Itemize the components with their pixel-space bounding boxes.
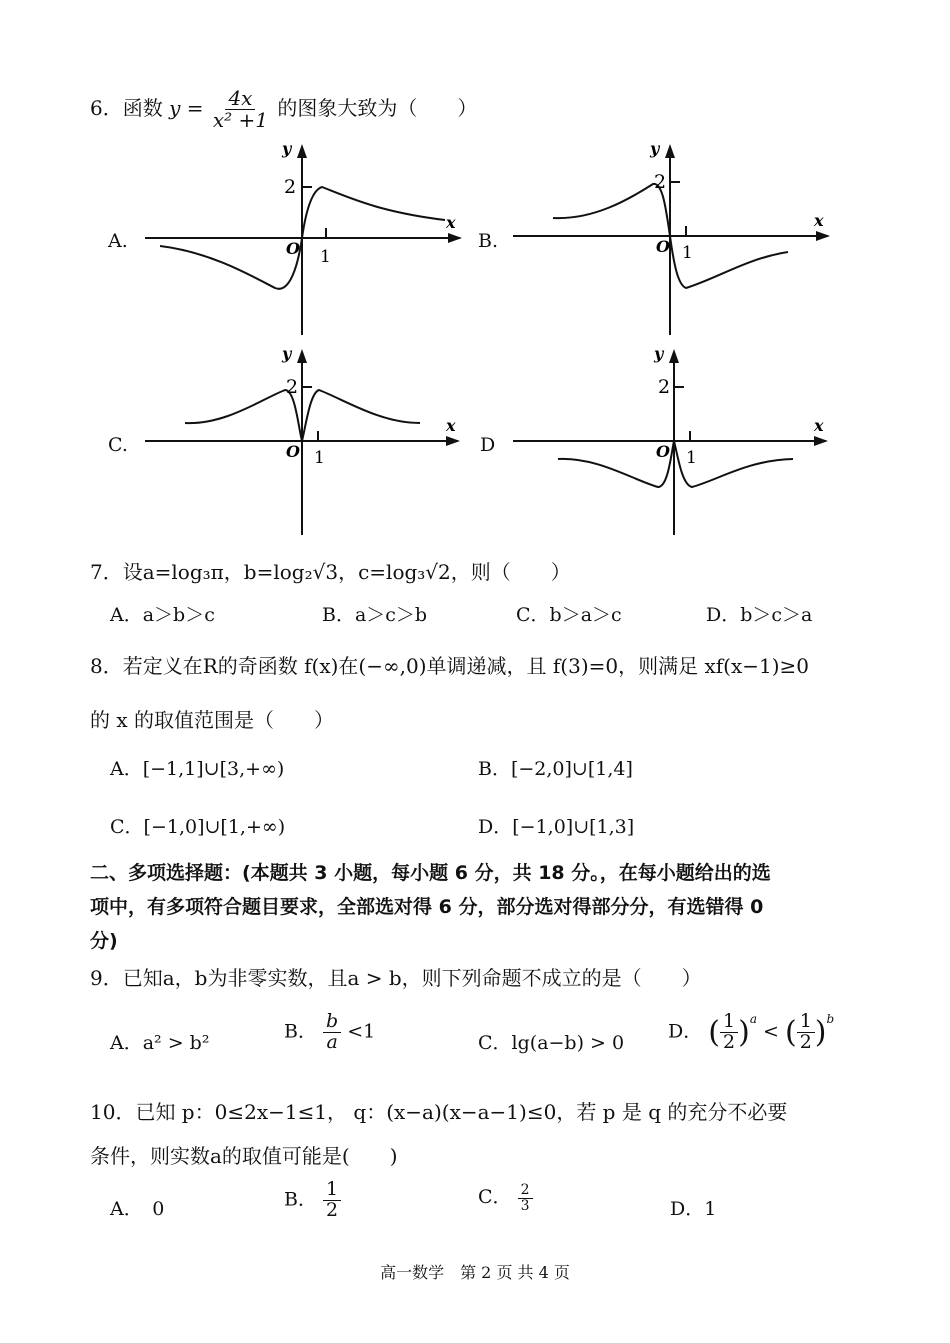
q10-b-fraction bbox=[323, 1180, 341, 1221]
tick-1-label: 1 bbox=[686, 448, 697, 468]
q8-option-c: C．[−1,0]∪[1,+∞) bbox=[110, 816, 286, 838]
graph-c bbox=[140, 345, 470, 540]
q9-b-den: a bbox=[326, 1030, 338, 1053]
curve-c-right bbox=[302, 390, 420, 441]
q9-option-b bbox=[284, 1012, 375, 1053]
q7-option-b: B．a＞c＞b bbox=[322, 604, 428, 626]
q6-number: 6．函数 bbox=[90, 96, 163, 120]
q9-d-label: D． bbox=[668, 1020, 703, 1043]
q6-tail: 的图象大致为（ ） bbox=[277, 96, 478, 120]
q6-stem bbox=[90, 88, 477, 131]
q8-option-b: B．[−2,0]∪[1,4] bbox=[478, 758, 633, 780]
q9-d-num-1: 1 bbox=[720, 1012, 738, 1033]
graph-d bbox=[508, 345, 838, 540]
graph-b bbox=[508, 140, 838, 340]
q10-c-num: 2 bbox=[518, 1183, 533, 1199]
tick-2-label: 2 bbox=[286, 376, 299, 398]
q10-option-b bbox=[284, 1180, 341, 1221]
q9-stem: 9．已知a，b为非零实数，且a > b，则下列命题不成立的是（ ） bbox=[90, 966, 702, 990]
q6-fraction bbox=[210, 88, 271, 131]
q10-c-den: 3 bbox=[520, 1197, 530, 1214]
y-label: y bbox=[650, 140, 660, 158]
tick-1-label: 1 bbox=[314, 448, 325, 468]
q10-stem-2: 条件，则实数a的取值可能是( ) bbox=[90, 1144, 398, 1168]
q9-option-c: C．lg(a−b) > 0 bbox=[478, 1032, 625, 1054]
x-label: x bbox=[814, 211, 824, 230]
graph-a-label: A. bbox=[108, 230, 128, 252]
q6-yeq: y = bbox=[169, 96, 204, 120]
origin-label: O bbox=[286, 239, 300, 258]
section2-line-2: 项中，有多项符合题目要求，全部选对得 6 分，部分选对得部分分，有选错得 0 bbox=[90, 896, 764, 918]
graph-a bbox=[140, 140, 470, 340]
tick-2-label: 2 bbox=[284, 176, 297, 198]
q8-option-d: D．[−1,0]∪[1,3] bbox=[478, 816, 635, 838]
y-label: y bbox=[282, 140, 292, 158]
q9-option-a: A．a² > b² bbox=[110, 1032, 210, 1054]
page-footer: 高一数学 第 2 页 共 4 页 bbox=[380, 1263, 570, 1282]
q9-b-num: b bbox=[323, 1012, 341, 1033]
q9-d-den-2: 2 bbox=[799, 1030, 812, 1053]
q10-option-a: A． 0 bbox=[110, 1198, 165, 1220]
q9-b-label: B． bbox=[284, 1020, 317, 1043]
origin-label: O bbox=[286, 442, 300, 461]
section2-line-1: 二、多项选择题：(本题共 3 小题，每小题 6 分，共 18 分。，在每小题给出的选 bbox=[90, 862, 771, 884]
section2-line-3: 分) bbox=[90, 930, 118, 952]
x-label: x bbox=[446, 416, 456, 435]
x-label: x bbox=[446, 213, 456, 232]
tick-1-label: 1 bbox=[320, 247, 331, 267]
y-axis-arrow bbox=[669, 349, 679, 363]
q10-option-d: D．1 bbox=[670, 1198, 717, 1220]
y-axis-arrow bbox=[297, 144, 307, 158]
q10-c-label: C． bbox=[478, 1186, 512, 1208]
y-axis-arrow bbox=[297, 349, 307, 363]
q10-b-label: B． bbox=[284, 1188, 317, 1211]
x-axis-arrow bbox=[446, 436, 460, 446]
origin-label: O bbox=[656, 237, 670, 256]
y-label: y bbox=[654, 345, 664, 363]
q9-d-num-2: 1 bbox=[797, 1012, 815, 1033]
x-axis-arrow bbox=[816, 231, 830, 241]
q10-b-num: 1 bbox=[323, 1180, 341, 1201]
q8-stem-2: 的 x 的取值范围是（ ） bbox=[90, 708, 334, 732]
q6-num: 4x bbox=[225, 88, 255, 110]
q9-d-lt: < bbox=[763, 1020, 779, 1043]
origin-label: O bbox=[656, 442, 670, 461]
tick-1-label: 1 bbox=[682, 243, 693, 263]
x-axis-arrow bbox=[448, 233, 462, 243]
graph-d-label: D bbox=[480, 434, 496, 456]
q9-d-frac-1 bbox=[720, 1012, 738, 1053]
tick-2-label: 2 bbox=[654, 171, 667, 193]
q6-den: x² +1 bbox=[212, 108, 269, 132]
q10-b-den: 2 bbox=[326, 1198, 339, 1221]
q8-option-a: A．[−1,1]∪[3,+∞) bbox=[110, 758, 285, 780]
tick-2-label: 2 bbox=[658, 376, 671, 398]
q9-b-fraction bbox=[323, 1012, 341, 1053]
q7-option-d: D．b＞c＞a bbox=[706, 604, 813, 626]
q8-stem: 8．若定义在R的奇函数 f(x)在(−∞,0)单调递减，且 f(3)=0，则满足 xf(x−1)≥0 bbox=[90, 654, 809, 678]
q9-option-d: D． ( $\frac{1}{2}$ )$^a$ < ( $\frac{1}{2}$ )$^b$ bbox=[668, 1010, 835, 1053]
x-axis-arrow bbox=[814, 436, 828, 446]
q10-option-c bbox=[478, 1182, 533, 1213]
q9-b-tail: <1 bbox=[347, 1020, 376, 1043]
q7-option-a: A．a＞b＞c bbox=[110, 604, 215, 626]
q9-d-den-1: 2 bbox=[723, 1030, 736, 1053]
q9-d-frac-2 bbox=[797, 1012, 815, 1053]
graph-c-label: C. bbox=[108, 434, 128, 456]
y-label: y bbox=[282, 345, 292, 363]
q9-d-exp-b: b bbox=[826, 1012, 835, 1026]
q7-option-c: C．b＞a＞c bbox=[516, 604, 622, 626]
q9-d-exp-a: a bbox=[749, 1012, 757, 1026]
q7-stem: 7．设a=log₃π，b=log₂√3，c=log₃√2，则（ ） bbox=[90, 560, 571, 584]
y-axis-arrow bbox=[665, 144, 675, 158]
graph-b-label: B. bbox=[478, 230, 499, 252]
q10-stem: 10．已知 p：0≤2x−1≤1， q：(x−a)(x−a−1)≤0，若 p 是 q 的充分不必要 bbox=[90, 1100, 788, 1124]
q10-c-fraction bbox=[518, 1183, 533, 1213]
curve-c-left bbox=[185, 390, 302, 441]
x-label: x bbox=[814, 416, 824, 435]
